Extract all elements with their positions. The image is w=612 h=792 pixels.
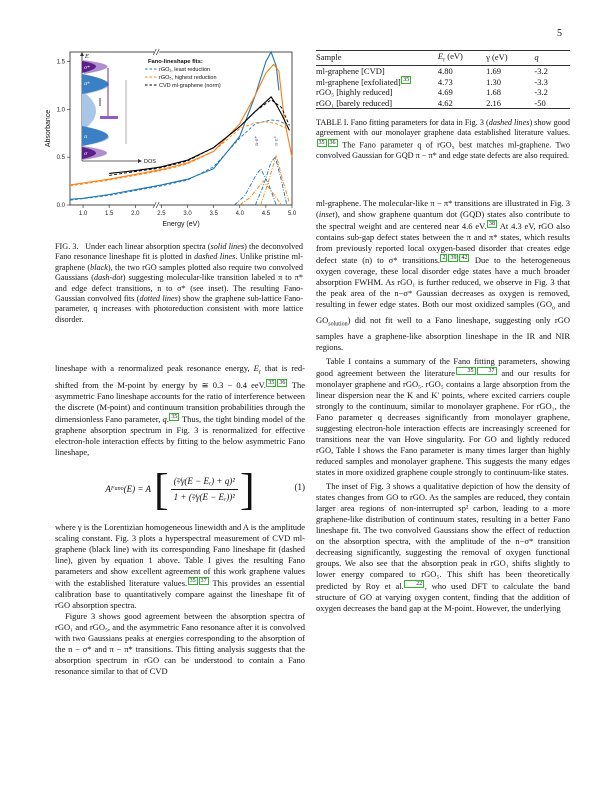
citation-link[interactable]: 35	[318, 139, 325, 146]
figure-caption	[55, 242, 303, 325]
body-text: Thus, the tight binding model of the graphene absorption spectrum in Fig. 3 is renormalized for effective electron-hole interaction effects by fitting to the below asymmetric Fano lineshape,	[55, 413, 305, 457]
paragraph	[55, 522, 305, 611]
y-tick-label: 1.5	[56, 59, 65, 66]
citation-link[interactable]: 35	[268, 379, 275, 386]
chart-legend	[145, 59, 221, 89]
left-column	[55, 363, 305, 677]
body-text: The inset of Fig. 3 shows a qualitative depiction of how the density of states changes from GO to rGO. As the samples are reduced, they contain larger area regions of non-interrupted sp² carbon, leading to a more graphene-like distribution of continuum states, resulting in a better Fano lineshape fit. The two convolved Gaussians show the effect of reduction on the absorption spectra, with the amplitude of the n−σ* transition decreasing significantly, suggesting the removal of oxygen functional groups. We also see that the absorption peak in rGO₁ shifts slightly to lower energy compared to rGO₅. This shift has been theoretically predicted by Roy et al.	[316, 480, 570, 592]
legend-entry: rGO₁, least reduction	[159, 67, 211, 73]
cell-q: -3.3	[534, 76, 548, 87]
cell-sample: ml-graphene [CVD]	[316, 65, 385, 76]
caption-em: dashed lines	[194, 252, 236, 262]
eq-lhs-sub: Fano	[110, 486, 124, 493]
edge-defects-level	[100, 116, 118, 119]
left-bracket-icon: [	[153, 464, 169, 514]
body-text: This provides an essential calibration base to quantitatively compare against the lineshape fit of rGO absorption spectra.	[55, 577, 305, 610]
y-tick-label: 1.0	[56, 107, 65, 114]
caption-text: ) the deconvolved Fano resonance lineshape fit is plotted in	[55, 242, 304, 262]
col-gamma: γ (eV)	[486, 51, 534, 66]
caption-em: dashed lines	[488, 118, 530, 127]
legend-entry: CVD ml-graphene (norm)	[159, 83, 221, 89]
band-label: σ	[84, 151, 88, 157]
citation-link[interactable]: 2	[442, 255, 446, 262]
paragraph	[316, 356, 570, 478]
caption-em: black	[90, 262, 108, 272]
absorbance-chart	[30, 42, 310, 232]
col-er: $E_r$ (eV)	[438, 51, 486, 66]
inset-x-label: DOS	[144, 159, 156, 165]
eq-fraction	[171, 476, 238, 503]
caption-label: FIG. 3.	[55, 242, 79, 251]
x-tick-label: 2.5	[157, 211, 166, 217]
table-row	[316, 87, 570, 97]
cell-gamma: 1.30	[486, 76, 502, 87]
x-axis-label: Energy (eV)	[162, 221, 200, 228]
eq-lhs: A	[105, 484, 111, 495]
band-label: π*	[84, 81, 90, 87]
body-text: and our results for monolayer graphene and rGO₅. rGO₅ contains a large absorption from the linear dispersion near the K and K' points, where excited carriers couple strongly to the continuum, similar to monolayer graphene. For rGO₁, the Fano parameter q decreases significantly from monolayer graphene, suggesting electron-hole interaction effects are increasingly screened for transitions near the van Hove singularity. For GO and lightly reduced rGO, Table I shows the Fano parameter is many times larger than highly reduced samples and monolayer graphene. This suggests the many edges states in more oxidized graphene couple strongly to continuum-like states.	[316, 367, 570, 477]
citation-link[interactable]: 35	[189, 577, 196, 584]
inset-y-label: E	[85, 54, 90, 60]
body-text: ), and show graphene quantum dot (GQD) states also contribute to the spectral weight and are centered near 4.6 eV.	[316, 209, 570, 231]
symbol: q	[162, 413, 167, 424]
right-column	[316, 198, 570, 614]
caption-em: solid lines	[210, 242, 245, 251]
paragraph: lineshape with a renormalized peak resonance energy, $E_r$ that is red-shifted from the M-point by energy by ≅ 0.3 − 0.4 eeV. 35 36 The asymmetric Fano lineshape accounts for the ratio of interference between the discrete (M-point) and continuum transition probabilities through the dimensionless Fano parameter, q. 35 Thus, the tight binding model of the graphene absorption spectrum in Fig. 3 is renormalized for effective electron-hole interaction effects by fitting to the below asymmetric Fano lineshape,	[55, 363, 306, 457]
legend-title: Fano-lineshape fits:	[148, 59, 203, 65]
citation-link[interactable]: 36	[279, 379, 286, 386]
page-number: 5	[557, 28, 562, 39]
citation-link[interactable]: 35	[171, 413, 178, 420]
body-text: At 4.3 eV, rGO also contains sub-gap defect states between the π and π* states, which results from previously reported local oxygen-based disorder that creates edge defect state (n) to σ* transitions.	[316, 220, 570, 265]
x-tick-label: 4.0	[235, 211, 244, 217]
body-text: where γ is the Lorentizian homogeneous linewidth and A is the amplitude scaling constant. Fig. 3 plots a hyperspectral measurement of CVD ml-graphene (black line) with its corresponding Fano lineshape fit (dashed line), given by equation 1 above. Table I gives the resulting Fano parameters and show excellent agreement of this work graphene values with the established literature values.	[55, 521, 305, 588]
y-tick-label: 0.0	[56, 203, 65, 209]
eq-denominator: 1 + (²⁄γ(E − Eᵣ))²	[173, 492, 235, 503]
series-line	[109, 100, 289, 176]
equation-number: (1)	[294, 481, 305, 492]
x-tick-label: 2.0	[131, 211, 140, 217]
x-tick-label: 1.0	[78, 211, 88, 217]
caption-text: ) show good agreement with our monolayer graphene data established literature values.	[316, 118, 570, 138]
x-tick-label: 3.5	[209, 211, 218, 217]
table-row	[316, 76, 570, 87]
caption-em: dotted lines	[139, 294, 178, 304]
dos-inset	[80, 52, 156, 165]
y-axis-label: Absorbance	[45, 109, 52, 148]
cell-gamma: 2.16	[486, 97, 502, 108]
x-tick-label: 1.5	[105, 211, 114, 217]
cell-er: 4.69	[437, 87, 453, 98]
annotation-pi-pi: π-π*	[274, 136, 280, 146]
caption-text: ), the two rGO samples plotted also require two convolved Gaussians (	[55, 262, 303, 283]
cell-sample: rGO₅ [highly reduced]	[316, 87, 393, 98]
subscript: solution	[328, 321, 348, 328]
paragraph: Figure 3 shows good agreement between the absorption spectra of rGO₁ and rGO₅, and the asymmetric Fano resonance after it is convolved with two Gaussians peaks at energies corresponding to the absorption of the n − σ* and π − π* transitions. This fitting analysis suggests that the absorption spectrum in rGO can be understood to contain a Fano resonance similar to that of CVD	[55, 610, 305, 677]
caption-text: TABLE I. Fano fitting parameters for data in Fig. 3 (	[316, 118, 489, 127]
citation-link[interactable]: 36	[329, 139, 336, 146]
eq-lhs-arg: (E) = A	[123, 484, 151, 495]
y-tick-label: 0.5	[56, 155, 65, 162]
equation-1	[55, 460, 305, 520]
table-caption	[316, 118, 570, 161]
figure-3	[30, 42, 310, 232]
citation-link[interactable]: 37	[200, 577, 207, 584]
body-text: ml-graphene. The molecular-like π − π* transitions are illustrated in Fig. 3 (	[316, 198, 570, 220]
body-text: lineshape with a renormalized peak resonance energy,	[55, 363, 254, 373]
cell-gamma: 1.68	[486, 87, 502, 98]
table-header-row	[316, 51, 570, 66]
citation-link[interactable]: 39	[450, 255, 457, 262]
symbol: E	[253, 363, 259, 373]
citation-link[interactable]: 35	[403, 77, 410, 84]
x-tick-label: 5.0	[287, 211, 297, 217]
annotation-n-sigma: n-σ*	[255, 135, 261, 146]
caption-em: dash-dot	[94, 273, 123, 283]
paragraph	[316, 481, 570, 614]
body-em: inset	[318, 209, 335, 220]
x-tick-label: 3.0	[183, 211, 192, 217]
paragraph	[316, 198, 570, 353]
series-line	[235, 169, 277, 205]
x-tick-label: 4.5	[261, 211, 271, 217]
cell-er: 4.62	[437, 97, 453, 108]
arrow-right-icon	[138, 159, 142, 163]
table-row	[316, 65, 570, 76]
cell-sample: rGO₁ [barely reduced]	[316, 97, 393, 108]
legend-entry: rGO₅, highest reduction	[159, 75, 217, 81]
body-text: , who used DFT to calculate the band structure of GO at varying oxygen content, finding that the addition of oxygen decreases the band gap at the M-point. However, the underlying	[316, 581, 571, 614]
table-row	[316, 98, 570, 109]
fano-equation	[105, 464, 255, 514]
citation-link[interactable]: 22	[404, 580, 424, 588]
body-text: Due to the heterogeneous oxygen coverage, these local disorder edge states have a much broader absorption FWHM. As rGO₁ is further reduced, we observe in Fig. 3 that the peak area of the n−σ* Gaussian decreases as oxygen is removed, resulting in fewer edge states. Both our most oxidized samples (GO	[316, 254, 571, 310]
citation-link[interactable]: 38	[488, 221, 495, 228]
band-label: σ*	[84, 65, 90, 71]
citation-link[interactable]: 42	[461, 255, 468, 262]
cell-q: -3.2	[534, 65, 548, 76]
caption-text: ) show the graphene sub-lattice Fano-parameter, q increases with photoreduction consistent with more lattice disorder.	[55, 294, 303, 324]
cell-sample	[316, 76, 438, 87]
citation-link[interactable]: 37	[477, 367, 497, 375]
col-sample: Sample	[316, 51, 438, 66]
cell-gamma: 1.69	[486, 65, 502, 76]
cell-q: -3.2	[534, 87, 548, 98]
cell-er: 4.80	[437, 65, 453, 76]
body-text: that is red-shifted from the M-point by energy by ≅ 0.3 − 0.4 eeV.	[55, 363, 306, 390]
symbol-sub: r	[258, 369, 261, 376]
body-text: ) did not fit well to a Fano lineshape, suggesting only rGO samples have a graphene-like absorption lineshape in the IR and NIR regions.	[316, 314, 570, 352]
col-q: q	[534, 51, 570, 66]
body-text: Table I contains a summary of the Fano fitting parameters, showing good agreement between the literature	[316, 355, 570, 378]
sample-label: ml-graphene [exfoliated]	[316, 76, 401, 87]
subscript: o	[552, 305, 555, 312]
caption-text: The Fano parameter q of rGO₅ best matches ml-graphene. Two convolved Gaussian for GQD π − π* and edge state defects are also required.	[316, 140, 570, 160]
body-text: and GO	[316, 299, 570, 325]
series-line	[109, 97, 289, 173]
band-label: π	[84, 134, 88, 140]
arrow-up-icon	[80, 52, 84, 56]
cell-er: 4.73	[437, 76, 453, 87]
caption-text: Under each linear absorption spectra (	[85, 242, 211, 251]
citation-link[interactable]: 35	[456, 367, 476, 375]
caption-text: ) suggesting molecular-like transition labeled π to π* and edge defect transitions, n to σ* (see inset). The resulting Fano-Gaussian convolved fits (	[55, 273, 303, 304]
eq-numerator: (²⁄γ(E − Eᵣ) + q)²	[171, 476, 238, 490]
caption-text: . Unlike pristine ml-graphene (	[55, 252, 303, 272]
body-text: The asymmetric Fano lineshape accounts for the ratio of interference between the discrete (M-point) and continuum transition probabilities through the dimensionless Fano parameter,	[55, 379, 306, 424]
right-bracket-icon: ]	[239, 464, 255, 514]
cell-q: -50	[534, 97, 546, 108]
fano-parameters-table	[316, 50, 570, 109]
series-line	[255, 157, 286, 205]
